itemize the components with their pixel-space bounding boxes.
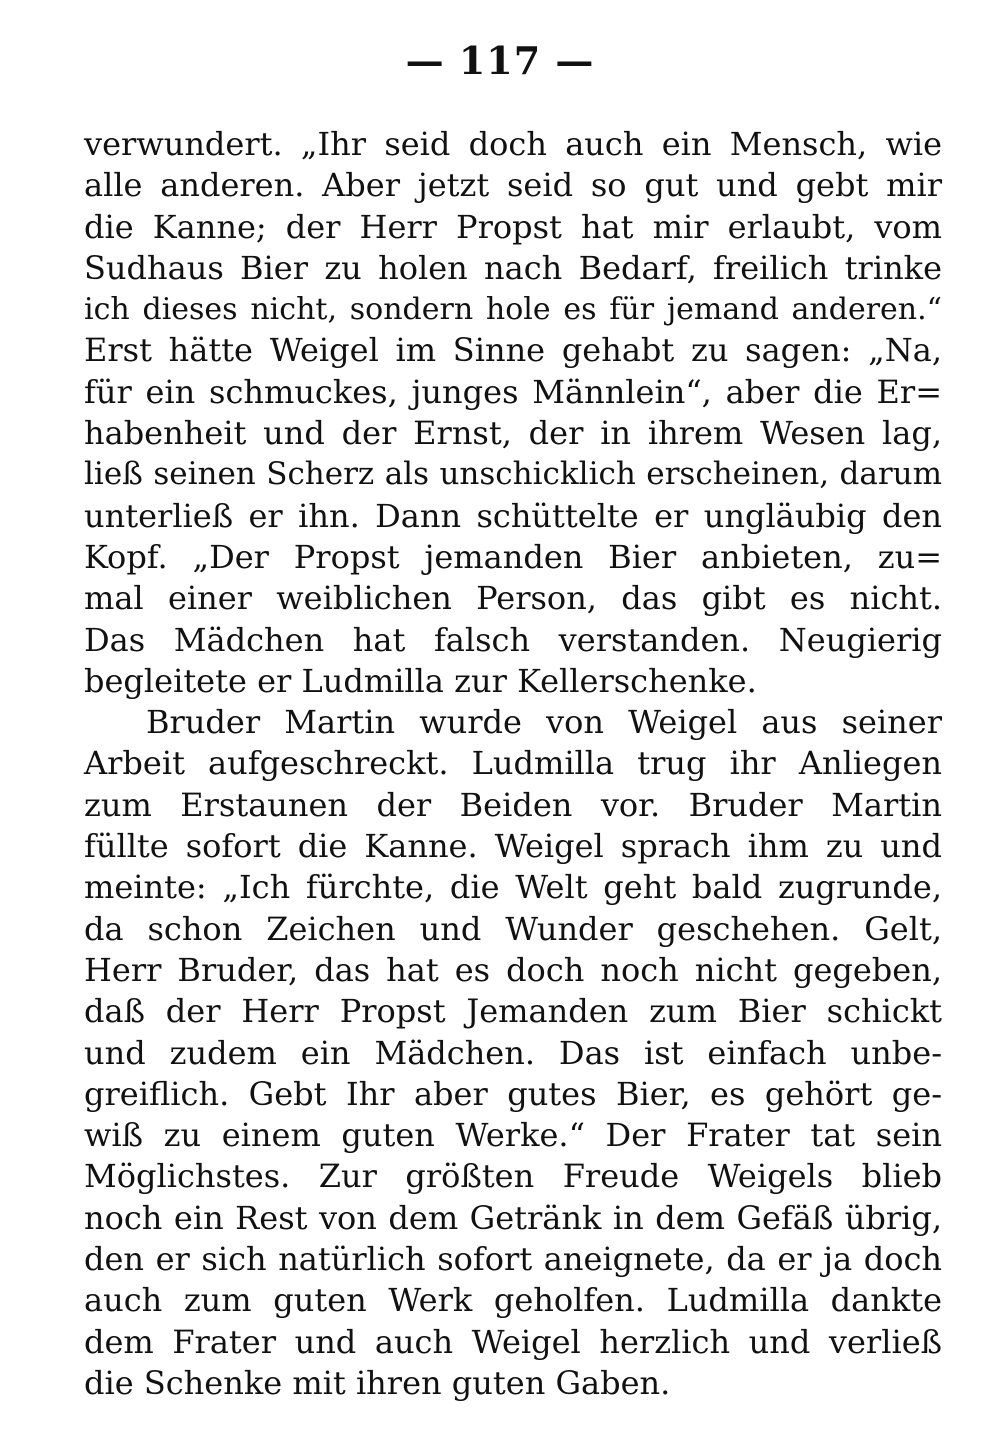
text-line: die Schenke mit ihren guten Gaben.: [84, 1363, 671, 1402]
text-line: greiflich. Gebt Ihr aber gutes Bier, es gehört ge-: [84, 1074, 942, 1113]
text-line: zum Erstaunen der Beiden vor. Bruder Martin: [84, 785, 942, 824]
text-line: meinte: „Ich fürchte, die Welt geht bald zugrunde,: [84, 868, 942, 907]
text-line: Kopf. „Der Propst jemanden Bier anbieten, zu=: [84, 537, 942, 576]
text-line: den er sich natürlich sofort aneignete, da er ja doch: [84, 1240, 942, 1279]
text-line: da schon Zeichen und Wunder geschehen. Gelt,: [84, 909, 942, 948]
text-line: verwundert. „Ihr seid doch auch ein Mensch, wie: [84, 125, 942, 163]
text-line: Bruder Martin wurde von Weigel aus seiner: [146, 703, 942, 742]
text-line: begleitete er Ludmilla zur Kellerschenke.: [84, 661, 757, 700]
text-line: daß der Herr Propst Jemanden zum Bier schickt: [84, 992, 942, 1031]
text-line: Das Mädchen hat falsch verstanden. Neugierig: [84, 620, 942, 659]
text-line: ich dieses nicht, sondern hole es für jemand anderen.“: [84, 292, 942, 328]
text-line: Arbeit aufgeschreckt. Ludmilla trug ihr Anliegen: [84, 744, 942, 783]
text-line: Sudhaus Bier zu holen nach Bedarf, freilich trinke: [84, 248, 942, 287]
text-line: habenheit und der Ernst, der in ihrem Wesen lag,: [84, 414, 942, 453]
text-line: Herr Bruder, das hat es doch noch nicht gegeben,: [84, 950, 942, 989]
text-line: wiß zu einem guten Werke.“ Der Frater tat sein: [84, 1116, 942, 1155]
text-line: füllte sofort die Kanne. Weigel sprach ihm zu und: [84, 827, 942, 866]
text-line: die Kanne; der Herr Propst hat mir erlaubt, vom: [84, 207, 942, 246]
page-number: — 117 —: [405, 38, 595, 83]
text-line: unterließ er ihn. Dann schüttelte er ungläubig den: [84, 496, 942, 535]
text-line: mal einer weiblichen Person, das gibt es nicht.: [84, 579, 942, 618]
text-line: dem Frater und auch Weigel herzlich und verließ: [84, 1322, 942, 1361]
text-line: Erst hätte Weigel im Sinne gehabt zu sagen: „Na,: [84, 331, 942, 370]
text-line: ließ seinen Scherz als unschicklich erscheinen, darum: [84, 456, 942, 493]
text-line: und zudem ein Mädchen. Das ist einfach unbe-: [84, 1033, 942, 1072]
text-line: Möglichstes. Zur größten Freude Weigels blieb: [84, 1157, 942, 1196]
text-line: für ein schmuckes, junges Männlein“, aber die Er=: [84, 372, 942, 411]
page-body-text: [84, 124, 942, 1404]
text-line: noch ein Rest von dem Getränk in dem Gefäß übrig,: [84, 1198, 942, 1237]
text-line: alle anderen. Aber jetzt seid so gut und gebt mir: [84, 166, 942, 205]
text-line: auch zum guten Werk geholfen. Ludmilla dankte: [84, 1281, 942, 1320]
